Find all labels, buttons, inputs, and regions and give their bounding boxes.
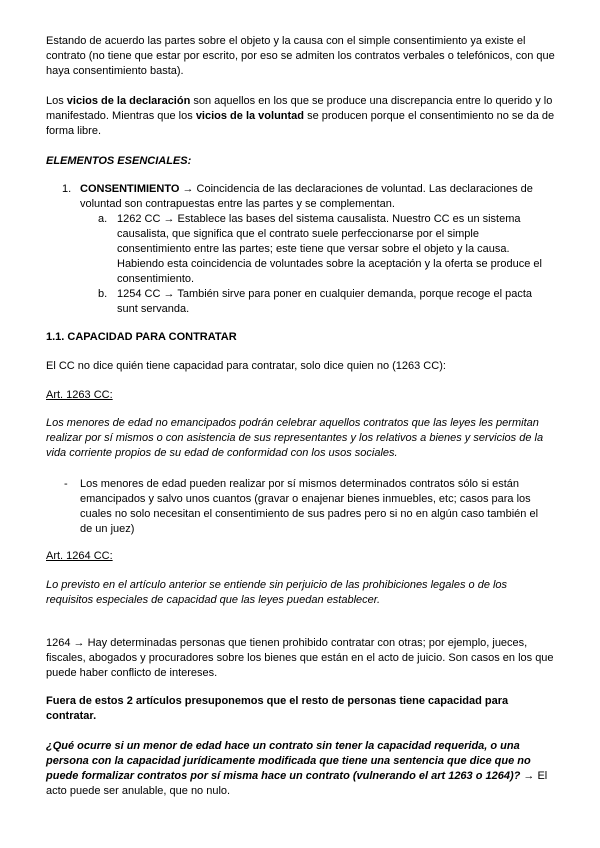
sublist-item-1262: 1262 CC → Establece las bases del sistema causalista. Nuestro CC es un sistema causalista, que significa que el contrato suele perfeccionarse por el simple consentimiento entre las partes; este tiene que versar sobre el objeto y la causa. Habiendo esta coincidencia de voluntades sobre la aceptación y la oferta se produce el consentimiento. [117, 213, 542, 285]
paragraph-fuera: Fuera de estos 2 artículos presuponemos que el resto de personas tiene capacidad para contratar. [46, 695, 509, 722]
list-item-text: → Coincidencia de las declaraciones de voluntad. Las declaraciones de voluntad son contrapuestas entre las partes y se complementan. [80, 183, 533, 210]
question-text: ¿Qué ocurre si un menor de edad hace un contrato sin tener la capacidad requerida, o una persona con la capacidad jurídicamente modificada que tiene una sentencia que dice que no puede formalizar contratos por sí misma hace un contrato (vulnerando el art 1263 o 1264)? [46, 740, 531, 782]
heading-capacidad: 1.1. CAPACIDAD PARA CONTRATAR [46, 331, 237, 343]
article-1263-text: Los menores de edad no emancipados podrán celebrar aquellos contratos que las leyes les permitan realizar por sí mismos o con asistencia de sus representantes y los relativos a bienes y servicios de la vida corriente propios de su edad de conformidad con los usos sociales. [46, 417, 544, 459]
bold-term-vicios-voluntad: vicios de la voluntad [195, 110, 305, 122]
text-run: se producen porque el consentimiento no se da de forma libre. [46, 110, 555, 137]
text-run: Los [46, 95, 67, 107]
paragraph-question [46, 739, 556, 799]
paragraph-vicios [46, 94, 556, 139]
answer-text: → El acto puede ser anulable, que no nulo. [46, 770, 548, 797]
paragraph-consentimiento: Estando de acuerdo las partes sobre el objeto y la causa con el simple consentimiento ya existe el contrato (no tiene que estar por escrito, por eso se admiten los contratos verbales o telefónicos, con que haya consentimiento basta). [46, 35, 555, 77]
sublist-marker: a. [98, 213, 108, 225]
list-number: 1. [62, 183, 72, 195]
bullet-dash: - [64, 478, 68, 490]
list-item-consentimiento [80, 182, 550, 212]
bullet-menores: Los menores de edad pueden realizar por sí mismos determinados contratos sólo si están emancipados y salvo unos cuantos (gravar o enajenar bienes inmuebles, etc; casos para los cuales no solo necesitan el consentimiento de sus padres pero si no en algún caso también el de un juez) [80, 478, 539, 535]
list-item-title: CONSENTIMIENTO [80, 183, 180, 195]
paragraph-cc-capacidad: El CC no dice quién tiene capacidad para contratar, solo dice quien no (1263 CC): [46, 360, 446, 372]
article-1264-label: Art. 1264 CC: [46, 550, 113, 562]
text-run: son aquellos en los que se produce una discrepancia entre lo querido y lo manifestado. Mientras que los [46, 95, 553, 122]
paragraph-1264: 1264 → Hay determinadas personas que tienen prohibido contratar con otras; por ejemplo, jueces, fiscales, abogados y procuradores sobre los bienes que están en el acto de juicio. Son casos en los que puede haber conflicto de intereses. [46, 637, 554, 679]
article-1264-text: Lo previsto en el artículo anterior se entiende sin perjuicio de las prohibiciones legales o de los requisitos especiales de capacidad que las leyes puedan establecer. [46, 579, 508, 606]
article-1263-label: Art. 1263 CC: [46, 389, 113, 401]
sublist-item-1254: 1254 CC → También sirve para poner en cualquier demanda, porque recoge el pacta sunt servanda. [117, 288, 532, 315]
sublist-marker: b. [98, 288, 108, 300]
heading-elementos-esenciales: ELEMENTOS ESENCIALES: [46, 155, 192, 167]
bold-term-vicios-declaracion: vicios de la declaración [66, 95, 191, 107]
